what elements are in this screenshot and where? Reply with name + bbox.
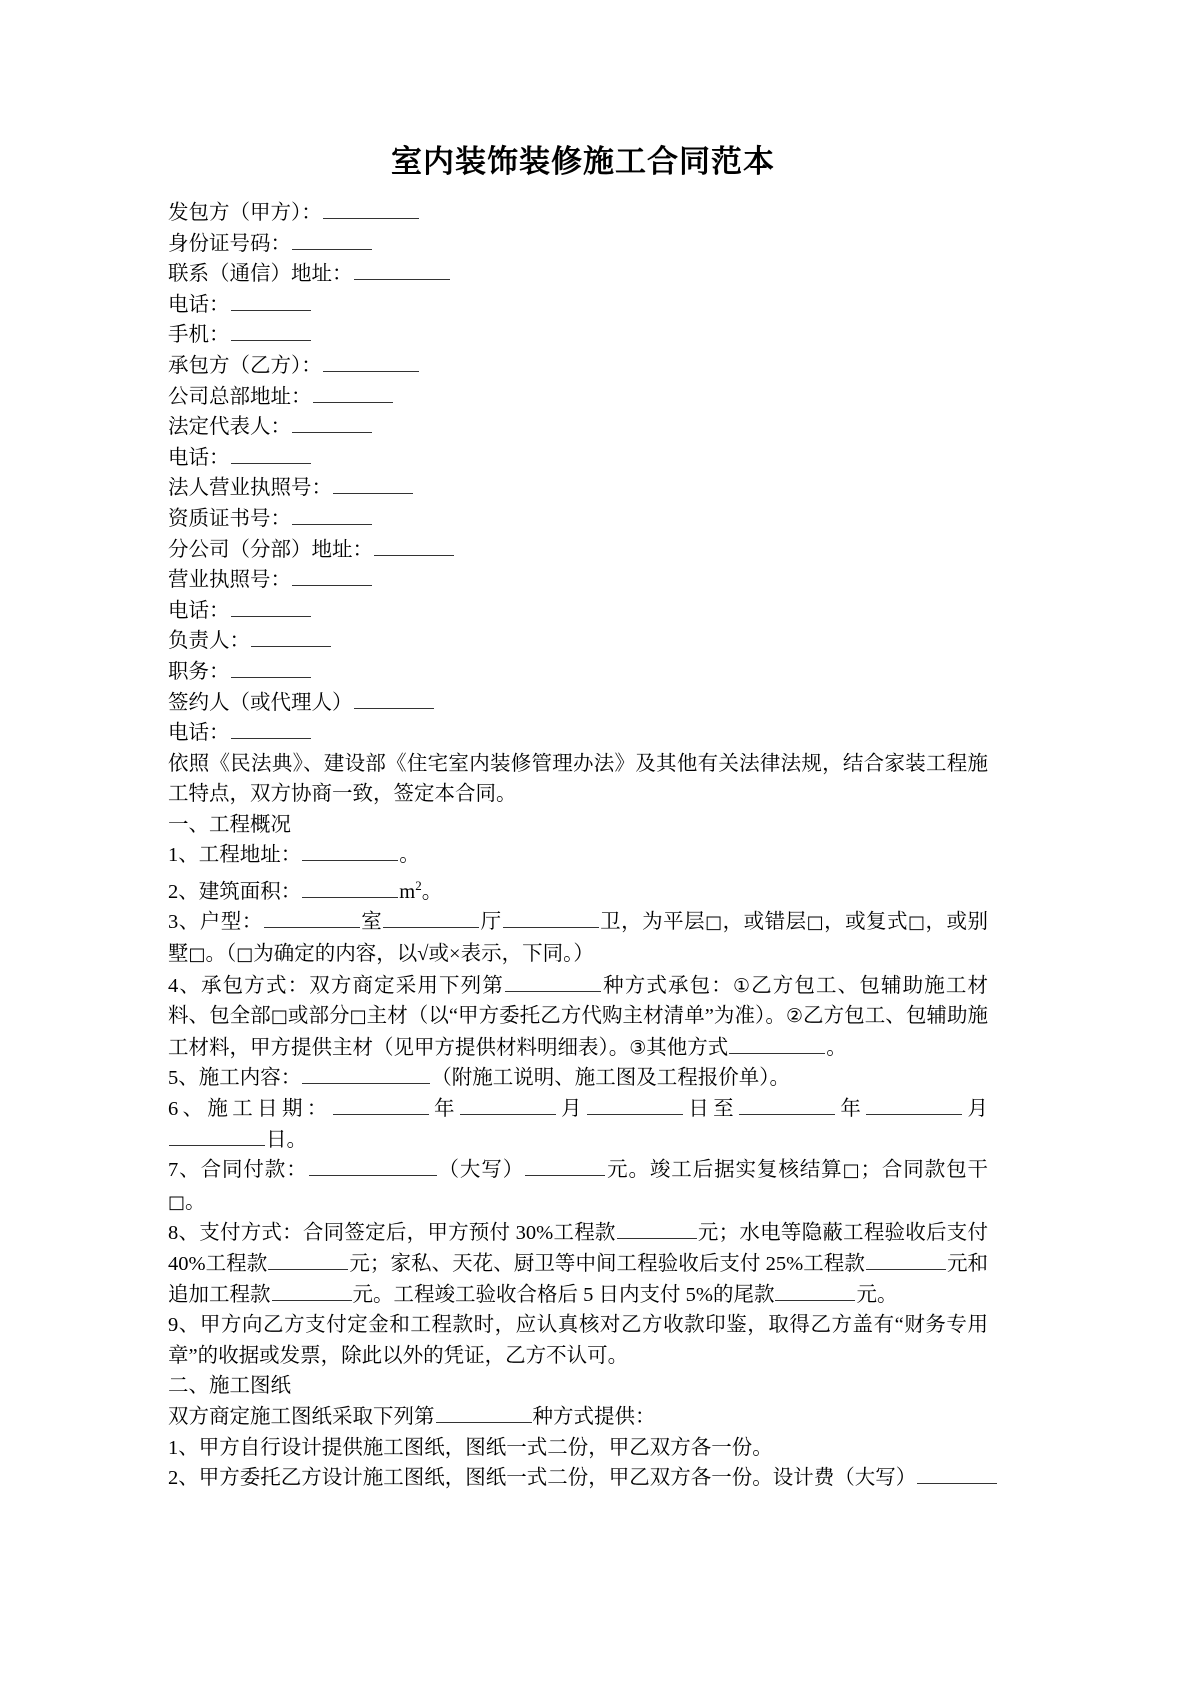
field-label: 发包方（甲方）： bbox=[168, 202, 322, 224]
preamble-paragraph: 依照《民法典》、建设部《住宅室内装修管理办法》及其他有关法律法规，结合家装工程施工特点，双方协商一致，签定本合同。 bbox=[168, 752, 988, 806]
clause-blank-halls[interactable] bbox=[383, 909, 479, 928]
clause-text: 乙方包工、包辅助施工材料、包全部 bbox=[168, 974, 988, 1028]
field-row-qualification-cert bbox=[168, 504, 988, 535]
field-blank[interactable] bbox=[313, 384, 393, 403]
field-row-position bbox=[168, 657, 988, 688]
page-title: 室内装饰装修施工合同范本 bbox=[391, 144, 775, 179]
clause-text: 日至 bbox=[684, 1098, 739, 1121]
field-blank[interactable] bbox=[292, 567, 372, 586]
field-row-phone-c bbox=[168, 596, 988, 627]
clause-2-1: 1、甲方自行设计提供施工图纸，图纸一式二份，甲乙双方各一份。 bbox=[168, 1436, 773, 1459]
clause-text: 元。 bbox=[856, 1283, 898, 1306]
field-row-signatory bbox=[168, 688, 988, 719]
field-blank[interactable] bbox=[251, 628, 331, 647]
unit-label: m bbox=[399, 880, 416, 903]
clause-text: （附施工说明、施工图及工程报价单）。 bbox=[431, 1067, 790, 1090]
clause-text: 元；家私、天花、厨卫等中间工程验收后支付 25%工程款 bbox=[349, 1253, 865, 1276]
clause-text: 1、工程地址： bbox=[168, 844, 302, 867]
field-blank[interactable] bbox=[231, 659, 311, 678]
circled-number-1-icon: ① bbox=[732, 974, 752, 997]
field-label: 身份证号码： bbox=[168, 232, 291, 255]
field-blank[interactable] bbox=[323, 200, 419, 219]
section-two-intro bbox=[168, 1402, 988, 1433]
section-one-heading: 一、工程概况 bbox=[168, 813, 291, 836]
clause-text: 6、施工日期： bbox=[168, 1098, 332, 1121]
checkbox-legend-icon: □ bbox=[236, 944, 254, 966]
clause-text: ，或复式 bbox=[824, 911, 909, 934]
field-blank[interactable] bbox=[354, 261, 450, 280]
clause-blank-rooms[interactable] bbox=[264, 909, 360, 928]
field-row-fabao bbox=[168, 198, 988, 229]
clause-text: 卫，为平层 bbox=[599, 911, 706, 934]
clause-text: 种方式提供： bbox=[532, 1405, 656, 1428]
field-label: 营业执照号： bbox=[168, 569, 291, 592]
clause-blank[interactable] bbox=[302, 842, 398, 861]
field-row-chengbao bbox=[168, 351, 988, 382]
clause-1-9: 9、甲方向乙方支付定金和工程款时，应认真核对乙方收款印鉴，取得乙方盖有“财务专用章”的收据或发票，除此以外的凭证，乙方不认可。 bbox=[168, 1314, 988, 1367]
field-row-branch-license bbox=[168, 565, 988, 596]
field-row-legal-rep bbox=[168, 412, 988, 443]
clause-blank-amount-digits[interactable] bbox=[525, 1157, 605, 1176]
checkbox-villa[interactable]: □ bbox=[188, 944, 206, 966]
field-blank[interactable] bbox=[374, 537, 454, 556]
clause-text: 年 bbox=[836, 1098, 866, 1121]
clause-1-6 bbox=[168, 1094, 988, 1155]
field-label: 联系（通信）地址： bbox=[168, 263, 353, 286]
checkbox-duplex[interactable]: □ bbox=[908, 912, 926, 934]
unit-superscript: 2 bbox=[415, 878, 422, 894]
field-row-hq-address bbox=[168, 382, 988, 413]
clause-text: 种方式承包： bbox=[601, 974, 733, 997]
clause-text: 元。竣工后据实复核结算 bbox=[606, 1159, 843, 1182]
clause-text: 为确定的内容，以√或×表示，下同。） bbox=[253, 943, 594, 966]
field-blank[interactable] bbox=[231, 720, 311, 739]
clause-text: 3、户型： bbox=[168, 911, 263, 934]
field-label: 承包方（乙方）： bbox=[168, 354, 322, 377]
clause-text: 。（ bbox=[205, 943, 237, 966]
clause-text: 4、承包方式：双方商定采用下列第 bbox=[168, 974, 504, 997]
clause-text: 5、施工内容： bbox=[168, 1067, 302, 1090]
clause-text: 或部分 bbox=[287, 1005, 350, 1028]
field-blank[interactable] bbox=[231, 445, 311, 464]
field-label: 公司总部地址： bbox=[168, 385, 312, 408]
clause-blank-drawing-method[interactable] bbox=[436, 1404, 532, 1423]
clause-blank-amount[interactable] bbox=[309, 1157, 437, 1176]
clause-blank-method[interactable] bbox=[505, 973, 601, 992]
field-label: 分公司（分部）地址： bbox=[168, 538, 373, 561]
clause-text: 。 bbox=[421, 880, 443, 903]
clause-text: 。 bbox=[826, 1036, 847, 1059]
field-blank[interactable] bbox=[292, 506, 372, 525]
field-blank[interactable] bbox=[231, 322, 311, 341]
clause-text: 2、甲方委托乙方设计施工图纸，图纸一式二份，甲乙双方各一份。设计费（大写） bbox=[168, 1467, 917, 1490]
clause-blank-pay-40[interactable] bbox=[268, 1251, 348, 1270]
clause-blank-content[interactable] bbox=[302, 1065, 430, 1084]
clause-text: 8、支付方式：合同签定后，甲方预付 30%工程款 bbox=[168, 1222, 616, 1245]
clause-text: ，或别墅 bbox=[168, 911, 989, 966]
clause-1-3 bbox=[168, 907, 988, 970]
clause-blank-design-fee[interactable] bbox=[917, 1465, 997, 1484]
clause-text: 。 bbox=[399, 844, 420, 867]
field-row-responsible-person bbox=[168, 626, 988, 657]
clause-text: 元；水电等隐蔽工程验收后支付 40%工程款 bbox=[168, 1222, 989, 1276]
field-label: 手机： bbox=[168, 324, 230, 347]
field-blank[interactable] bbox=[231, 292, 311, 311]
field-row-idcard bbox=[168, 229, 988, 260]
field-label: 电话： bbox=[168, 446, 230, 469]
clause-1-1 bbox=[168, 840, 988, 871]
field-blank[interactable] bbox=[333, 475, 413, 494]
clause-blank-pay-25[interactable] bbox=[866, 1251, 946, 1270]
clause-blank-other-method[interactable] bbox=[729, 1035, 825, 1054]
field-row-mobile bbox=[168, 320, 988, 351]
field-row-business-license bbox=[168, 473, 988, 504]
field-blank[interactable] bbox=[231, 598, 311, 617]
clause-blank-prepay-30[interactable] bbox=[617, 1220, 697, 1239]
checkbox-all-main-material[interactable]: □ bbox=[270, 1006, 288, 1028]
field-blank[interactable] bbox=[292, 231, 372, 250]
checkbox-recheck-settlement[interactable]: □ bbox=[842, 1160, 861, 1182]
clause-blank-start-day[interactable] bbox=[587, 1096, 683, 1115]
clause-text: 室 bbox=[360, 911, 383, 934]
checkbox-split-level[interactable]: □ bbox=[806, 912, 825, 934]
clause-text: 月 bbox=[963, 1098, 989, 1121]
clause-text: ；合同款包干 bbox=[860, 1159, 989, 1182]
field-label: 职务： bbox=[168, 660, 230, 683]
clause-1-2 bbox=[168, 871, 988, 907]
field-label: 法定代表人： bbox=[168, 416, 291, 439]
clause-blank-extra-works[interactable] bbox=[272, 1282, 352, 1301]
clause-blank-end-day[interactable] bbox=[169, 1127, 265, 1146]
clause-1-4 bbox=[168, 971, 988, 1064]
checkbox-flat[interactable]: □ bbox=[705, 912, 723, 934]
field-label: 电话： bbox=[168, 722, 230, 745]
field-label: 负责人： bbox=[168, 630, 250, 653]
clause-blank-start-year[interactable] bbox=[333, 1096, 429, 1115]
field-blank[interactable] bbox=[323, 353, 419, 372]
clause-1-5 bbox=[168, 1063, 988, 1094]
clause-blank-end-month[interactable] bbox=[866, 1096, 962, 1115]
clause-text: 年 bbox=[429, 1098, 459, 1121]
field-blank[interactable] bbox=[292, 414, 372, 433]
clause-blank-end-year[interactable] bbox=[739, 1096, 835, 1115]
clause-blank[interactable] bbox=[302, 879, 398, 898]
field-label: 法人营业执照号： bbox=[168, 477, 332, 500]
clause-text: （大写） bbox=[437, 1159, 525, 1182]
clause-text: ，或错层 bbox=[722, 911, 807, 934]
clause-text: 7、合同付款： bbox=[168, 1159, 308, 1182]
checkbox-lump-sum[interactable]: □ bbox=[168, 1191, 186, 1213]
clause-text: 2、建筑面积： bbox=[168, 880, 302, 903]
clause-text: 双方商定施工图纸采取下列第 bbox=[168, 1405, 435, 1428]
clause-text: 主材（以“甲方委托乙方代购主材清单”为准）。 bbox=[366, 1005, 786, 1028]
field-label: 签约人（或代理人） bbox=[168, 691, 353, 714]
field-label: 资质证书号： bbox=[168, 507, 291, 530]
clause-text: 日。 bbox=[266, 1128, 307, 1151]
field-row-branch-address bbox=[168, 535, 988, 566]
field-row-phone-b bbox=[168, 443, 988, 474]
clause-text: 元。工程竣工验收合格后 5 日内支付 5%的尾款 bbox=[352, 1283, 775, 1306]
field-row-address bbox=[168, 259, 988, 290]
field-row-phone-a bbox=[168, 290, 988, 321]
clause-blank-baths[interactable] bbox=[503, 909, 599, 928]
clause-text: 厅 bbox=[480, 911, 502, 934]
field-row-phone-d bbox=[168, 718, 988, 749]
clause-text: 其他方式 bbox=[646, 1036, 729, 1059]
clause-blank-start-month[interactable] bbox=[460, 1096, 556, 1115]
field-label: 电话： bbox=[168, 293, 230, 316]
circled-number-3-icon: ③ bbox=[629, 1036, 647, 1059]
field-blank[interactable] bbox=[354, 690, 434, 709]
clause-text: 乙方包工、包辅助施工材料，甲方提供主材（见甲方提供材料明细表）。 bbox=[168, 1005, 989, 1059]
clause-text: 元和追加工程款 bbox=[168, 1253, 989, 1306]
document-body bbox=[168, 140, 988, 1494]
clause-1-7 bbox=[168, 1155, 988, 1218]
clause-2-2 bbox=[168, 1463, 988, 1494]
clause-1-8 bbox=[168, 1218, 988, 1310]
clause-text: 。 bbox=[185, 1190, 206, 1213]
checkbox-partial-main-material[interactable]: □ bbox=[349, 1006, 367, 1028]
section-two-heading: 二、施工图纸 bbox=[168, 1375, 291, 1398]
clause-blank-final-5[interactable] bbox=[775, 1282, 855, 1301]
field-label: 电话： bbox=[168, 599, 230, 622]
clause-text: 月 bbox=[556, 1098, 586, 1121]
circled-number-2-icon: ② bbox=[785, 1005, 804, 1028]
